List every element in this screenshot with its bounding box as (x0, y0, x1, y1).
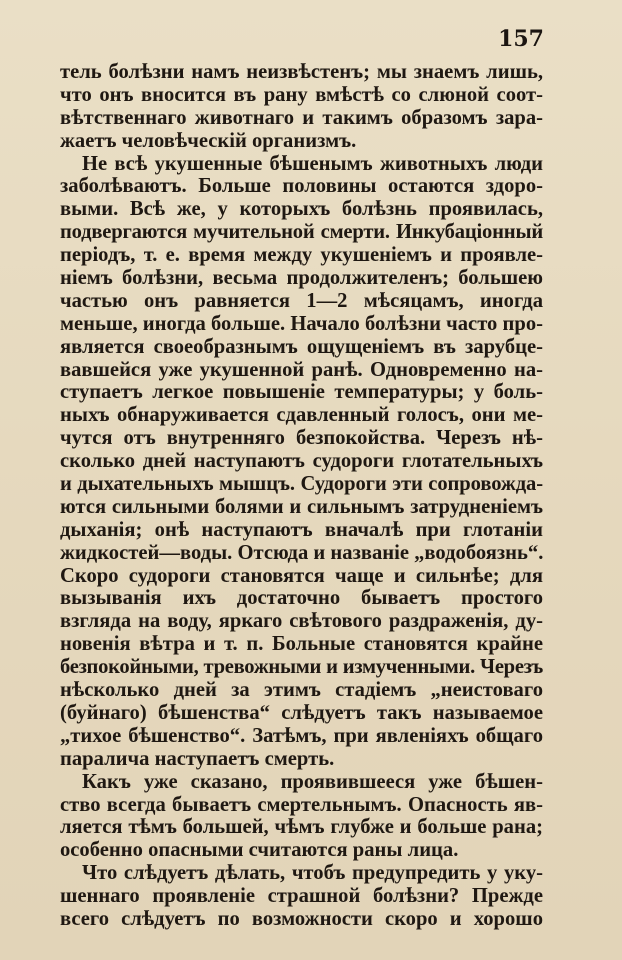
text-line: безпокойными, тревожными и измученными. Черезъ (60, 656, 543, 679)
text-line: дыханія; онѣ наступаютъ вначалѣ при глотаніи (60, 518, 543, 541)
text-line: сколько дней наступаютъ судороги глотательныхъ (60, 450, 543, 473)
paragraph-3 (60, 771, 543, 863)
text-line: Какъ уже сказано, проявившееся уже бѣшен- (82, 770, 543, 793)
text-line: періодъ, т. е. время между укушеніемъ и проявле- (60, 244, 543, 267)
text-line: Не всѣ укушенные бѣшенымъ животныхъ люди (82, 152, 543, 175)
text-line: нѣсколько дней за этимъ стадіемъ „неистоваго (60, 679, 543, 702)
text-line: подвергаются мучительной смерти. Инкубаціонный (60, 221, 543, 244)
text-line: особенно опасными считаются раны лица. (60, 839, 459, 862)
text-line: является своеобразнымъ ощущеніемъ въ зарубце- (60, 335, 543, 358)
text-line: и дыхательныхъ мышцъ. Судороги эти сопровожда- (60, 473, 543, 496)
text-line: вызыванія ихъ достаточно бываетъ простого (60, 587, 543, 610)
text-line: заболѣваютъ. Больше половины остаются здоро- (60, 175, 543, 198)
text-line: что онъ вносится въ рану вмѣстѣ со слюной соот- (60, 83, 543, 106)
text-line: выми. Всѣ же, у которыхъ болѣзнь проявилась, (60, 198, 543, 221)
text-line: чутся отъ внутренняго безпокойства. Черезъ нѣ- (60, 427, 543, 450)
text-line: паралича наступаетъ смерть. (60, 747, 335, 770)
text-line: жидкостей—воды. Отсюда и названіе „водобоязнь“. (60, 541, 544, 564)
paragraph-2 (60, 153, 543, 771)
text-line: „тихое бѣшенство“. Затѣмъ, при явленіяхъ общаго (60, 724, 543, 747)
text-line: меньше, иногда больше. Начало болѣзни часто про- (60, 312, 543, 335)
text-line: ніемъ болѣзни, весьма продолжителенъ; большею (60, 267, 543, 290)
text-line: ныхъ обнаруживается сдавленный голосъ, они ме- (60, 404, 543, 427)
text-line: (буйнаго) бѣшенства“ слѣдуетъ такъ называемое (60, 701, 543, 724)
text-line: всего слѣдуетъ по возможности скоро и хорошо (60, 907, 543, 930)
text-line: ляется тѣмъ большей, чѣмъ глубже и больше рана; (60, 816, 543, 839)
paragraph-4 (60, 862, 543, 931)
page-number: 157 (498, 26, 544, 52)
text-line: ются сильными болями и сильнымъ затрудненіемъ (60, 495, 543, 518)
text-line: Скоро судороги становятся чаще и сильнѣе; для (60, 564, 543, 587)
text-line: новенія вѣтра и т. п. Больные становятся крайне (60, 633, 543, 656)
text-line: тель болѣзни намъ неизвѣстенъ; мы знаемъ лишь, (60, 61, 543, 83)
text-line: вѣтственнаго животнаго и такимъ образомъ зара- (60, 106, 543, 129)
text-line: жаетъ человѣческій организмъ. (60, 129, 357, 152)
text-line: вавшейся уже укушенной ранѣ. Одновременно на- (60, 358, 543, 381)
text-line: Что слѣдуетъ дѣлать, чтобъ предупредить у уку- (82, 862, 543, 885)
paragraph-1 (60, 61, 543, 153)
text-line: частью онъ равняется 1—2 мѣсяцамъ, иногда (60, 289, 543, 312)
text-line: ступаетъ легкое повышеніе температуры; у боль- (60, 381, 543, 404)
body-text (60, 61, 543, 931)
text-line: взгляда на воду, яркаго свѣтового раздраженія, ду- (60, 610, 543, 633)
text-line: ство всегда бываетъ смертельнымъ. Опасность яв- (60, 793, 543, 816)
text-line: шеннаго проявленіе страшной болѣзни? Прежде (60, 885, 543, 908)
